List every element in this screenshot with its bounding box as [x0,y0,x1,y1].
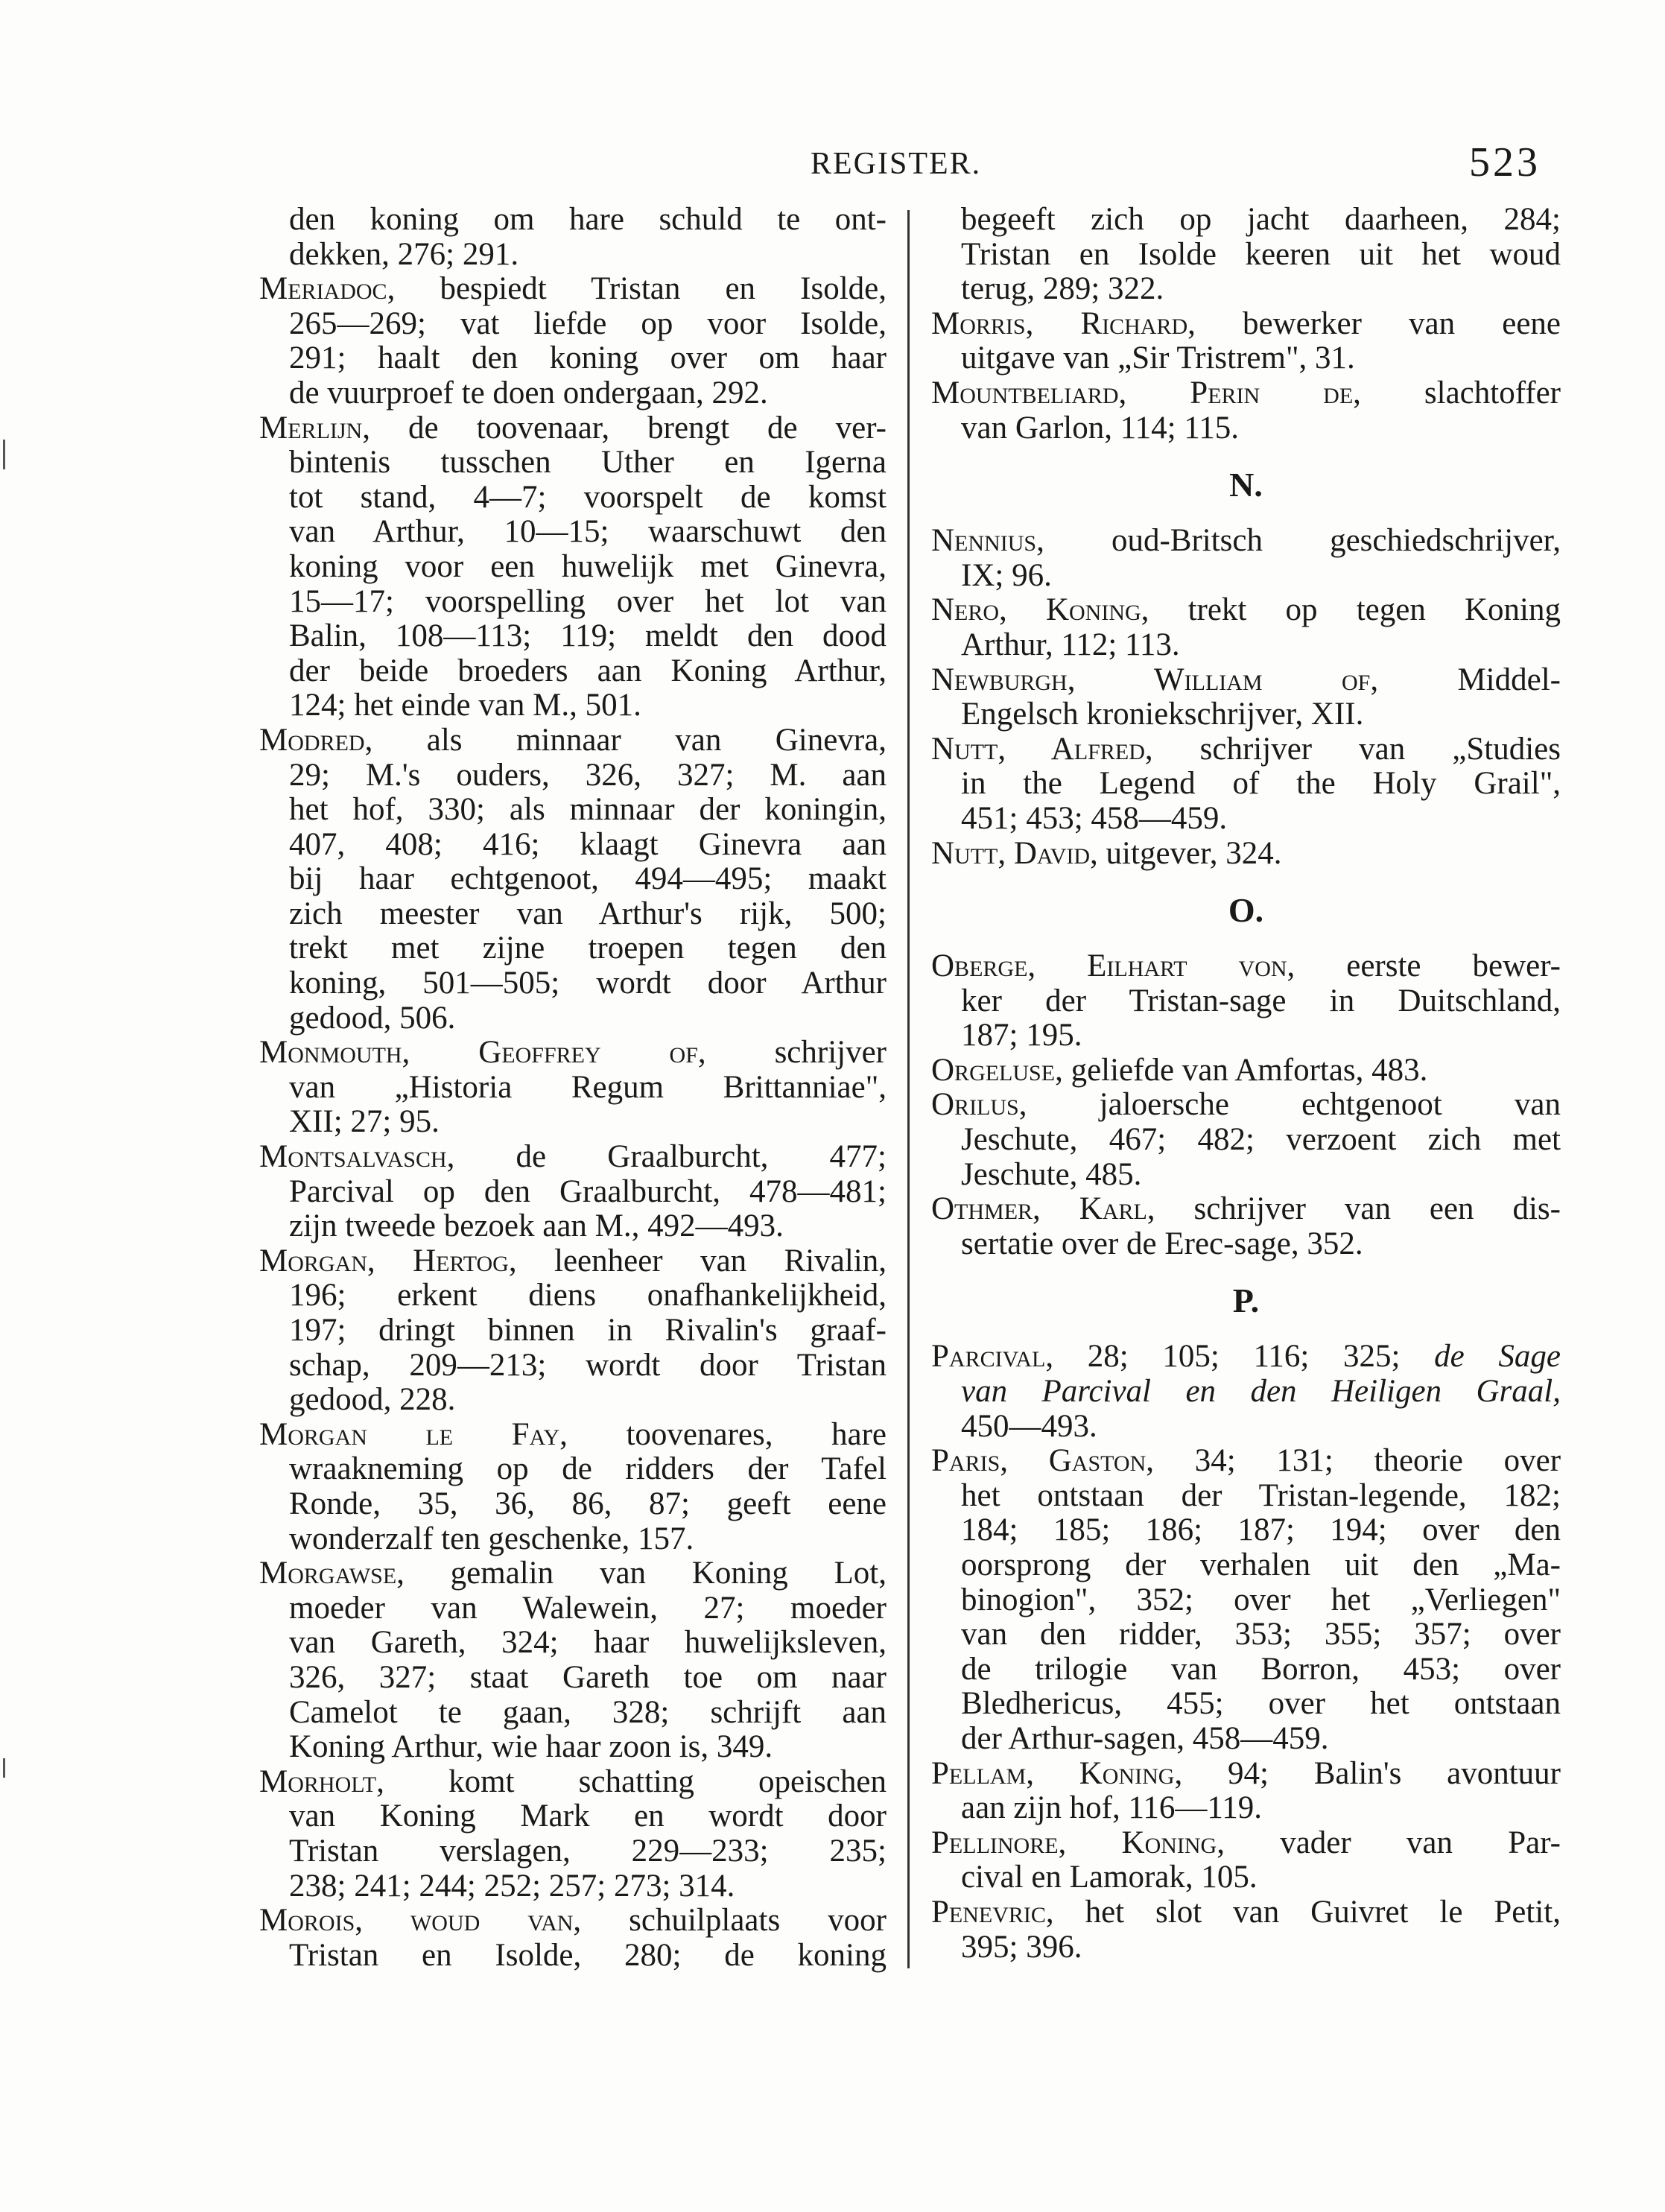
entry-text: Ronde, 35, 36, 86, 87; geeft eene [289,1486,887,1521]
entry-line [259,1626,887,1661]
entry-line [931,1895,1561,1930]
entry-text: 451; 453; 458—459. [961,800,1228,836]
entry-headword: Morgawse [259,1556,397,1591]
entry-line [931,524,1561,559]
column-divider [907,210,910,1968]
entry-text: , eerste bewer- [1287,948,1561,984]
entry-headword: Morgan, Hertog [259,1243,509,1278]
entry-line [931,1227,1561,1262]
entry-headword: Nutt, Alfred [931,731,1145,767]
entry-line [259,481,887,516]
entry-text: , als minnaar van Ginevra, [364,722,887,758]
entry-headword: Montsalvasch [259,1139,447,1175]
entry-text: bintenis tusschen Uther en Igerna [289,445,887,481]
entry-text: van Garlon, 114; 115. [961,410,1239,446]
page-number: 523 [1469,139,1541,186]
index-entry [931,1053,1561,1088]
entry-line [931,1860,1561,1895]
entry-text: 124; het einde van M., 501. [289,688,641,723]
index-entry [931,1826,1561,1895]
entry-text: der beide broeders aan Koning Arthur, [289,653,887,688]
entry-text: Engelsch kroniekschrijver, XII. [961,697,1364,732]
entry-line [259,758,887,793]
entry-line [931,1791,1561,1826]
index-entry [259,272,887,411]
entry-headword: Othmer, Karl [931,1191,1147,1227]
entry-line [259,1556,887,1591]
entry-line [259,1175,887,1210]
entry-line [259,1105,887,1140]
entry-text: , bewerker van eene [1187,305,1561,341]
entry-headword: Morris, Richard [931,305,1188,341]
entry-text: tot stand, 4—7; voorspelt de komst [289,479,887,515]
entry-line [931,1757,1561,1792]
entry-line [931,732,1561,767]
entry-line [931,663,1561,698]
entry-text: Tristan en Isolde, 280; de koning [289,1937,887,1973]
entry-title-italic: de Sage [1434,1339,1561,1375]
entry-headword: Morgan le Fay [259,1416,560,1452]
entry-text: 407, 408; 416; klaagt Ginevra aan [289,826,887,862]
entry-text: van Arthur, 10—15; waarschuwt den [289,514,887,550]
entry-text: , leenheer van Rivalin, [508,1243,887,1278]
entry-text: van Gareth, 324; haar huwelijksleven, [289,1625,887,1661]
index-entry [931,593,1561,662]
entry-line [259,1001,887,1036]
entry-line [931,559,1561,594]
entry-text: 29; M.'s ouders, 326, 327; M. aan [289,757,887,793]
entry-line [931,376,1561,411]
scan-margin-mark [3,440,5,469]
entry-text: , de Graalburcht, 477; [446,1139,887,1175]
entry-headword: Nutt, David [931,835,1091,871]
entry-text: , vader van Par- [1217,1825,1561,1860]
entry-text: zijn tweede bezoek aan M., 492—493. [289,1208,784,1244]
entry-line [259,446,887,481]
entry-text: , schrijver van een dis- [1147,1191,1561,1227]
entry-line [259,1036,887,1071]
entry-line [931,1088,1561,1123]
entry-line [259,341,887,376]
entry-text: moeder van Walewein, 27; moeder [289,1590,887,1626]
index-entry [931,837,1561,872]
entry-text: , Middel- [1370,662,1561,697]
entry-line [931,1375,1561,1410]
entry-text: , trekt op tegen Koning [1141,592,1561,628]
entry-headword: Merlijn [259,410,363,446]
index-entry [931,1340,1561,1444]
entry-text: oorsprong der verhalen uit den „Ma- [961,1547,1561,1582]
entry-line [259,1487,887,1522]
entry-headword: Meriadoc [259,271,387,307]
running-header: REGISTER. [811,147,982,181]
entry-text: 15—17; voorspelling over het lot van [289,583,887,619]
entry-text: 326, 327; staat Gareth toe om naar [289,1659,887,1695]
entry-text: Jeschute, 485. [961,1156,1142,1192]
entry-text: IX; 96. [961,557,1052,593]
entry-line [259,1939,887,1974]
entry-text: dekken, 276; 291. [289,236,519,272]
entry-line [931,593,1561,628]
entry-text: gedood, 228. [289,1382,456,1418]
entry-line [259,828,887,863]
entry-text: 197; dringt binnen in Rivalin's graaf- [289,1313,887,1348]
entry-text: Arthur, 112; 113. [961,627,1180,662]
entry-text: , de toovenaar, brengt de ver- [362,410,887,446]
index-entry [931,524,1561,593]
entry-line [259,723,887,758]
entry-text: , schrijver [697,1035,887,1071]
entry-line [259,1765,887,1800]
entry-line [931,767,1561,802]
entry-text: 291; haalt den koning over om haar [289,340,887,376]
entry-text: koning voor een huwelijk met Ginevra, [289,548,887,584]
entry-text: terug, 289; 322. [961,271,1164,307]
index-entry [259,1036,887,1140]
entry-text: het ontstaan der Tristan-legende, 182; [961,1477,1561,1513]
entry-text: wraakneming op de ridders der Tafel [289,1451,887,1487]
entry-text: , uitgever, 324. [1090,835,1282,871]
entry-text: , 94; Balin's avontuur [1174,1755,1561,1791]
index-entry [259,1904,887,1973]
entry-line [259,1383,887,1418]
entry-line [259,1904,887,1939]
section-letter: N. [1229,466,1263,504]
entry-text: Tristan en Isolde keeren uit het woud [961,236,1561,272]
index-entry [931,307,1561,376]
entry-headword: Modred [259,722,365,758]
index-entry [259,411,887,723]
section-letter: P. [1232,1281,1260,1320]
entry-line [259,1244,887,1279]
entry-line [259,1730,887,1765]
entry-line [931,984,1561,1019]
entry-line [259,1661,887,1696]
entry-text: Balin, 108—113; 119; meldt den dood [289,618,887,654]
entry-text: XII; 27; 95. [289,1104,440,1140]
entry-headword: Nero, Koning [931,592,1141,628]
entry-line [259,238,887,273]
entry-line [931,1018,1561,1053]
entry-text: zich meester van Arthur's rijk, 500; [289,896,887,931]
index-entry [259,1765,887,1904]
entry-line [931,802,1561,837]
scan-margin-mark [3,1758,5,1778]
entry-line [931,272,1561,307]
entry-line [931,1930,1561,1965]
entry-headword: Morholt [259,1763,377,1799]
entry-text: van Koning Mark en wordt door [289,1799,887,1834]
entry-text: 395; 396. [961,1929,1082,1965]
index-entry [259,1418,887,1556]
entry-line [259,1522,887,1557]
entry-headword: Pellinore, Koning [931,1825,1217,1860]
index-entry [931,1088,1561,1192]
entry-line [259,862,887,897]
entry-line [931,203,1561,238]
entry-title-italic: van Parcival en den Heiligen Graal, [961,1374,1561,1410]
entry-line [931,1617,1561,1652]
index-entry [259,203,887,272]
entry-text: binogion", 352; over het „Verliegen" [961,1582,1561,1617]
entry-text: , komt schatting opeischen [376,1763,887,1799]
entry-line [931,307,1561,342]
entry-line [931,1123,1561,1158]
entry-line [931,1479,1561,1514]
entry-headword: Pellam, Koning [931,1755,1175,1791]
entry-headword: Paris, Gaston [931,1443,1147,1479]
entry-line [259,1140,887,1175]
entry-text: van den ridder, 353; 355; 357; over [961,1617,1561,1652]
entry-text: der Arthur-sagen, 458—459. [961,1720,1329,1756]
entry-line [931,1158,1561,1193]
entry-line [259,619,887,654]
entry-line [931,1340,1561,1375]
entry-text: wonderzalf ten geschenke, 157. [289,1521,694,1556]
entry-headword: Monmouth, Geoffrey of [259,1035,698,1071]
entry-headword: Newburgh, William of [931,662,1371,697]
index-column-right [931,203,1561,1965]
entry-line [259,411,887,446]
entry-line [259,1209,887,1244]
entry-text: , bespiedt Tristan en Isolde, [387,271,887,307]
entry-headword: Orgeluse [931,1052,1056,1088]
entry-line [931,341,1561,376]
entry-text: , slachtoffer [1353,375,1561,411]
entry-line [259,1591,887,1626]
entry-headword: Nennius [931,523,1037,559]
entry-text: , toovenares, hare [559,1416,887,1452]
index-entry [931,1895,1561,1965]
entry-text: cival en Lamorak, 105. [961,1860,1258,1895]
index-entry [931,376,1561,446]
entry-text: , gemalin van Koning Lot, [396,1556,887,1591]
index-entry [931,1757,1561,1826]
entry-text: Camelot te gaan, 328; schrijft aan [289,1694,887,1730]
entry-line [931,238,1561,273]
entry-text: Koning Arthur, wie haar zoon is, 349. [289,1729,773,1765]
entry-text: sertatie over de Erec-sage, 352. [961,1226,1363,1261]
entry-text: , geliefde van Amfortas, 483. [1055,1052,1428,1088]
index-entry [259,1140,887,1244]
entry-headword: Penevric [931,1894,1046,1930]
index-entry [259,723,887,1036]
entry-text: 184; 185; 186; 187; 194; over den [961,1512,1561,1548]
entry-text: in the Legend of the Holy Grail", [961,766,1561,802]
entry-line [931,1192,1561,1227]
entry-line [259,931,887,966]
entry-line [259,1349,887,1384]
entry-text: Jeschute, 467; 482; verzoent zich met [961,1122,1561,1158]
entry-line [259,897,887,932]
entry-text: het hof, 330; als minnaar der koningin, [289,792,887,828]
entry-headword: Orilus [931,1087,1019,1123]
entry-line [259,515,887,550]
entry-line [259,688,887,723]
entry-headword: Oberge, Eilhart von [931,948,1287,984]
entry-line [931,1722,1561,1757]
index-entry [931,203,1561,307]
entry-text: 196; erkent diens onafhankelijkheid, [289,1278,887,1313]
entry-text: , 34; 131; theorie over [1146,1443,1561,1479]
entry-line [931,1687,1561,1722]
entry-line [931,1410,1561,1445]
entry-line [259,1834,887,1869]
index-entry [931,1444,1561,1756]
entry-text: Parcival op den Graalburcht, 478—481; [289,1173,887,1209]
entry-line [259,1071,887,1106]
entry-text: trekt met zijne troepen tegen den [289,931,887,966]
index-entry [931,1192,1561,1261]
entry-text: begeeft zich op jacht daarheen, 284; [961,202,1561,237]
section-letter: O. [1228,891,1264,930]
entry-text: aan zijn hof, 116—119. [961,1790,1263,1826]
entry-line [931,1826,1561,1861]
entry-line [931,697,1561,732]
entry-text: gedood, 506. [289,1000,456,1036]
entry-headword: Mountbeliard, Perin de [931,375,1354,411]
entry-line [259,1869,887,1904]
index-entry [259,1244,887,1418]
entry-text: ker der Tristan-sage in Duitschland, [961,983,1561,1018]
entry-text: van „Historia Regum Brittanniae", [289,1069,887,1105]
entry-text: , 28; 105; 116; 325; [1045,1339,1435,1375]
entry-line [259,1696,887,1731]
entry-text: , schuilplaats voor [573,1903,887,1939]
index-entry [931,732,1561,837]
entry-text: , oud-Britsch geschiedschrijver, [1036,523,1561,559]
entry-line [259,1452,887,1487]
entry-text: Bledhericus, 455; over het ontstaan [961,1686,1561,1722]
entry-text: schap, 209—213; wordt door Tristan [289,1347,887,1383]
entry-line [931,1513,1561,1548]
entry-headword: Morois, woud van [259,1903,574,1939]
entry-line [931,628,1561,663]
entry-line [259,654,887,689]
entry-line [931,1652,1561,1687]
entry-text: den koning om hare schuld te ont- [289,202,887,237]
entry-line [259,585,887,620]
entry-line [259,1313,887,1349]
entry-line [259,376,887,411]
entry-line [259,966,887,1001]
entry-line [259,307,887,342]
entry-line [931,837,1561,872]
entry-line [259,203,887,238]
entry-line [931,1583,1561,1618]
entry-text: 265—269; vat liefde op voor Isolde, [289,305,887,341]
entry-text: koning, 501—505; wordt door Arthur [289,966,887,1001]
entry-line [259,1418,887,1453]
entry-line [259,550,887,585]
entry-line [259,793,887,828]
index-entry [931,949,1561,1053]
entry-text: , jaloersche echtgenoot van [1018,1087,1561,1123]
entry-text: , het slot van Guivret le Petit, [1045,1894,1561,1930]
entry-line [259,1278,887,1313]
entry-text: de trilogie van Borron, 453; over [961,1651,1561,1687]
entry-line [259,272,887,307]
entry-text: 187; 195. [961,1018,1082,1053]
entry-text: de vuurproef te doen ondergaan, 292. [289,375,768,411]
index-entry [259,1556,887,1765]
entry-line [931,1548,1561,1583]
entry-text: uitgave van „Sir Tristrem", 31. [961,340,1355,376]
index-column-left [259,203,887,1973]
entry-text: bij haar echtgenoot, 494—495; maakt [289,861,887,897]
entry-line [931,1053,1561,1088]
entry-text: , schrijver van „Studies [1144,731,1561,767]
entry-text: 238; 241; 244; 252; 257; 273; 314. [289,1868,735,1904]
entry-text: Tristan verslagen, 229—233; 235; [289,1833,887,1869]
index-entry [931,663,1561,732]
entry-line [931,949,1561,984]
entry-text: 450—493. [961,1408,1097,1444]
entry-line [931,411,1561,446]
entry-line [931,1444,1561,1479]
entry-headword: Parcival [931,1339,1046,1375]
entry-line [259,1799,887,1834]
